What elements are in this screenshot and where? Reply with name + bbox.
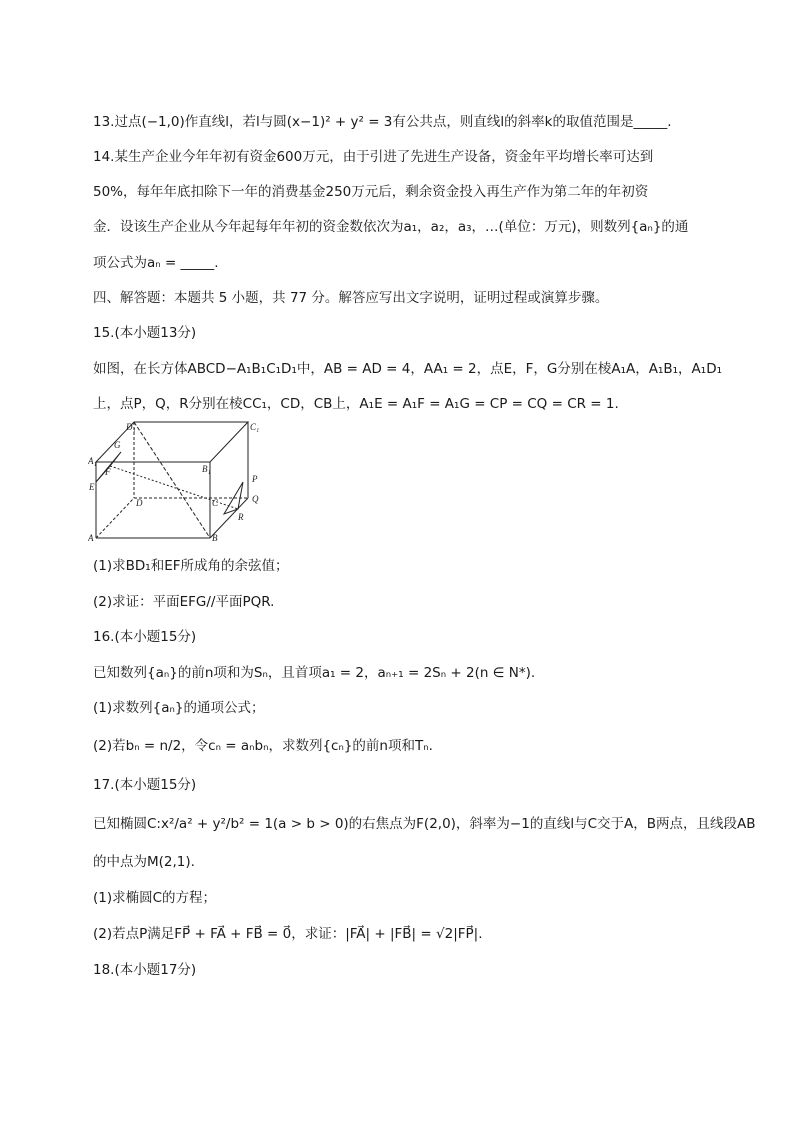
label-Q: Q — [252, 494, 259, 504]
label-F: F — [105, 467, 111, 477]
label-P: P — [252, 474, 258, 484]
label-B: B — [212, 533, 218, 542]
question-15-part-1: (1)求BD₁和EF所成角的余弦值； — [93, 558, 289, 574]
label-A1: A₁ — [88, 456, 97, 466]
question-14-line-3: 金．设该生产企业从今年起每年年初的资金数依次为a₁，a₂，a₃，…(单位：万元)，则数列{aₙ}的通 — [93, 219, 689, 235]
question-16-line-1: 已知数列{aₙ}的前n项和为Sₙ，且首项a₁ = 2，aₙ₊₁ = 2Sₙ + 2(n ∈ N*). — [93, 665, 536, 681]
question-17-line-1: 已知椭圆C:x²/a² + y²/b² = 1(a > b > 0)的右焦点为F(2,0)，斜率为−1的直线l与C交于A，B两点，且线段AB — [93, 816, 756, 832]
question-14-line-4: 项公式为aₙ = _____. — [93, 255, 219, 271]
question-16-header: 16.(本小题15分) — [93, 629, 197, 645]
question-17-part-1: (1)求椭圆C的方程； — [93, 890, 217, 906]
cuboid-figure — [88, 420, 268, 542]
label-G: G — [114, 440, 121, 450]
question-17-part-2: (2)若点P满足FP⃗ + FA⃗ + FB⃗ = 0⃗，求证：|FA⃗| + |FB⃗| = √2|FP⃗|. — [93, 926, 483, 942]
question-16-part-1: (1)求数列{aₙ}的通项公式； — [93, 700, 265, 716]
question-18-header: 18.(本小题17分) — [93, 962, 197, 978]
section-4-heading: 四、解答题：本题共 5 小题，共 77 分。解答应写出文字说明，证明过程或演算步骤。 — [93, 290, 609, 306]
label-D: D — [136, 498, 143, 508]
label-D1: D₁ — [126, 422, 136, 432]
question-17-header: 17.(本小题15分) — [93, 777, 197, 793]
question-15-part-2: (2)求证：平面EFG//平面PQR. — [93, 594, 275, 610]
label-A: A — [88, 533, 94, 542]
label-C: C — [212, 498, 219, 508]
question-14-line-2: 50%，每年年底扣除下一年的消费基金250万元后，剩余资金投入再生产作为第二年的年初资 — [93, 184, 649, 200]
question-15-header: 15.(本小题13分) — [93, 325, 197, 341]
question-14-line-1: 14.某生产企业今年年初有资金600万元，由于引进了先进生产设备，资金年平均增长率可达到 — [93, 149, 654, 165]
question-16-part-2: (2)若bₙ = n/2，令cₙ = aₙbₙ，求数列{cₙ}的前n项和Tₙ. — [93, 738, 433, 754]
question-13: 13.过点(−1,0)作直线l，若l与圆(x−1)² + y² = 3有公共点，则直线l的斜率k的取值范围是_____. — [93, 114, 672, 130]
label-E: E — [89, 482, 95, 492]
question-17-line-2: 的中点为M(2,1). — [93, 854, 195, 870]
question-15-line-1: 如图，在长方体ABCD−A₁B₁C₁D₁中，AB = AD = 4，AA₁ = 2，点E，F，G分别在棱A₁A，A₁B₁，A₁D₁ — [93, 361, 723, 377]
question-15-line-2: 上，点P，Q，R分别在棱CC₁，CD，CB上，A₁E = A₁F = A₁G = CP = CQ = CR = 1. — [93, 396, 619, 412]
label-B1: B₁ — [202, 464, 211, 474]
label-C1: C₁ — [250, 422, 260, 432]
label-R: R — [238, 512, 244, 522]
